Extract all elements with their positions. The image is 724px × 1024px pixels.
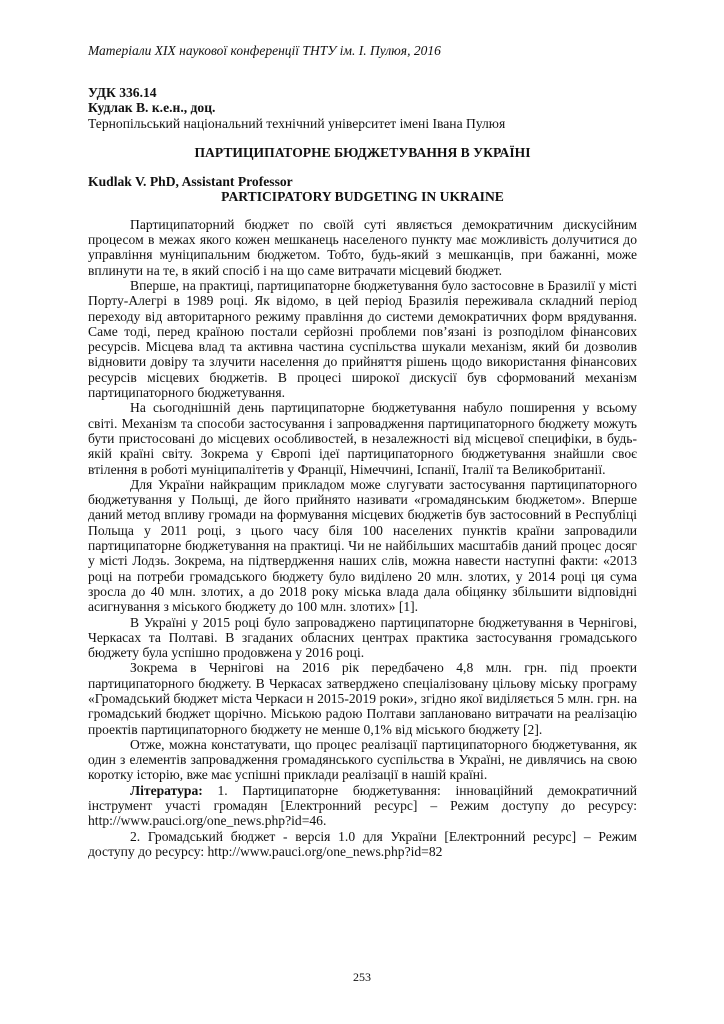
body-paragraph: Для України найкращим прикладом може слугувати застосування партиципаторного бюджетування у Польщі, де його прийнято називати «громадянським бюджетом». Вперше даний метод впливу громади на формування місцевих бюджетів був застосовний в Республіці Польща у 2011 році, з цього часу біля 100 населених пунктів країни запровадили партиципаторне бюджетування на практиці. Чи не найбільших масштабів даний процес досяг у місті Лодзь. Зокрема, на підтвердження наших слів, можна навести наступні факти: «2013 році на потреби громадського бюджету було виділено 20 млн. злотих, у 2014 році ця сума зросла до 40 млн. злотих, а до 2018 року міська влада дала обіцянку збільшити відповідні асигнування з міського бюджету до 100 млн. злотих» [1].: [88, 476, 637, 615]
body-paragraph: На сьогоднішній день партиципаторне бюджетування набуло поширення у всьому світі. Механізм та способи застосування і запровадження партиципаторного бюджету можуть бути пристосовані до місцевих особливостей, в незалежності від місцевої специфіки, в будь-якій країні світу. Зокрема у Європі ідеї партиципаторного бюджетування знайшли своє втілення в роботі муніципалітетів у Франції, Німеччині, Іспанії, Італії та Великобританії.: [88, 400, 637, 477]
reference-item-1: [88, 783, 637, 829]
reference-text-1: 1. Партиципаторне бюджетування: інноваційний демократичний інструмент участі громадян [Електронний ресурс] – Режим доступу до ресурсу: http://www.pauci.org/one_news.php?id=46.: [88, 782, 637, 829]
body-paragraph: Зокрема в Чернігові на 2016 рік передбачено 4,8 млн. грн. під проекти партиципаторного бюджету. В Черкасах затверджено спеціалізовану цільову міську програму «Громадський бюджет міста Черкаси н 2015-2019 роки», згідно якої виділяється 5 млн. грн. на громадський бюджет щорічно. Міською радою Полтави заплановано витрачати на реалізацію проектів партиципаторного бюджету не менше 0,1% від міського бюджету [2].: [88, 660, 637, 737]
udc-code: УДК 336.14: [88, 85, 157, 100]
body-paragraph: Вперше, на практиці, партиципаторне бюджетування було застосовне в Бразилії у місті Порту-Алегрі в 1989 році. Як відомо, в цей період Бразилія переживала складний період переходу від авторитарного режиму правління до системи демократичних форм врядування. Саме тоді, перед країною постали серйозні проблеми пов’язані із розподілом фінансових ресурсів. Місцева влад та активна частина суспільства шукали механізм, який би дозволив відновити довіру та злучити населення до прийняття рішень щодо використання фінансових ресурсів місцевих бюджетів. В процесі широкої дискусії був сформований механізм партиципаторного бюджетування.: [88, 277, 637, 401]
article-content: [88, 85, 637, 859]
author-english: Kudlak V. PhD, Assistant Professor: [88, 174, 293, 190]
running-header: Матеріали XIX наукової конференції ТНТУ ім. І. Пулюя, 2016: [88, 43, 441, 58]
page-number: 253: [353, 970, 371, 984]
body-paragraph: Отже, можна констатувати, що процес реалізації партиципаторного бюджетування, як один з елементів запровадження громадянського суспільства в Україні, не дивлячись на свою коротку історію, вже має успішні приклади реалізації в нашій країні.: [88, 736, 637, 783]
references-heading: Література:: [130, 782, 203, 798]
body-paragraph: Партиципаторний бюджет по своїй суті являється демократичним дискусійним процесом в межах якого кожен мешканець населеного пункту має можливість долучитися до управління муніципальним бюджетом. Тобто, будь-який з мешканців, при бажанні, може вплинути на те, в який спосіб і на що саме витрачати місцевий бюджет.: [88, 216, 637, 278]
title-english: PARTICIPATORY BUDGETING IN UKRAINE: [221, 189, 504, 205]
affiliation: Тернопільський національний технічний університет імені Івана Пулюя: [88, 115, 506, 131]
title-ukrainian: ПАРТИЦИПАТОРНЕ БЮДЖЕТУВАННЯ В УКРАЇНІ: [194, 144, 531, 160]
body-paragraph: В Україні у 2015 році було запроваджено партиципаторне бюджетування в Чернігові, Черкасах та Полтаві. В згаданих обласних центрах практика застосування громадського бюджету була успішно продовжена у 2016 році.: [88, 614, 637, 661]
author-ukrainian: Кудлак В. к.е.н., доц.: [88, 100, 216, 116]
reference-item-2: 2. Громадський бюджет - версія 1.0 для України [Електронний ресурс] – Режим доступу до ресурсу: http://www.pauci.org/one_news.php?id=82: [88, 828, 637, 859]
